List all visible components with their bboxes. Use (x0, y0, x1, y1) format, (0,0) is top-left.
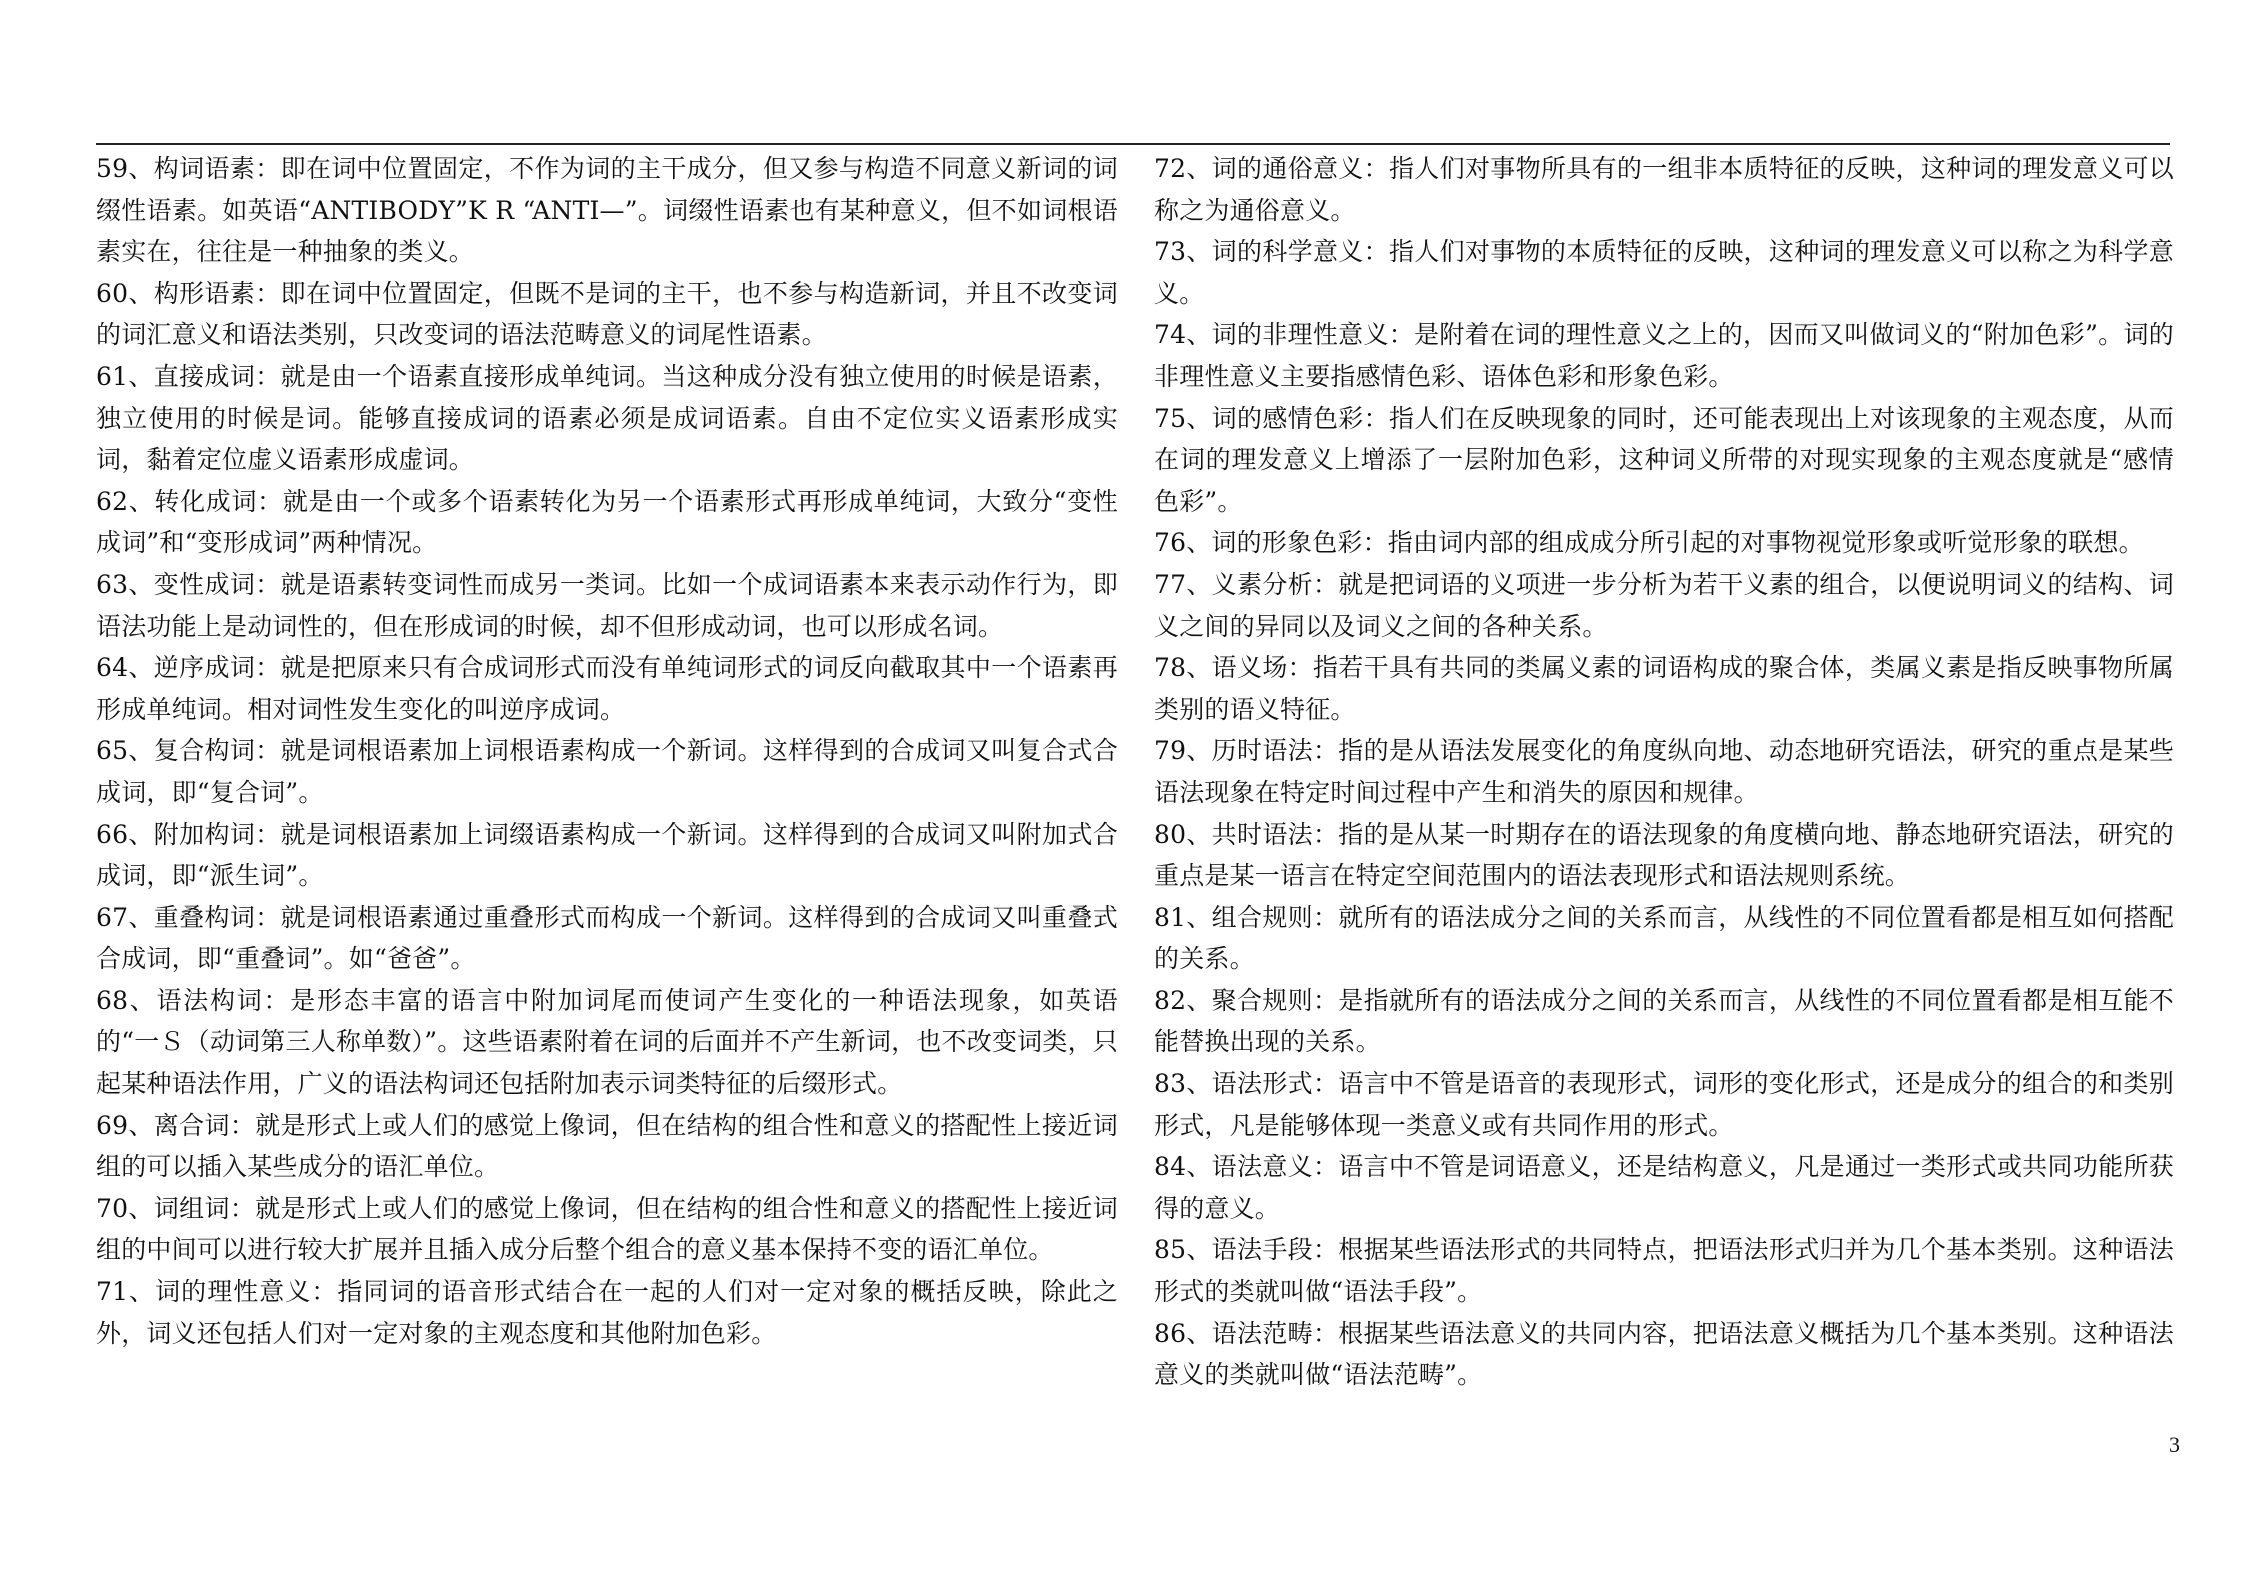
definition-entry-83: 83、语法形式：语言中不管是语音的表现形式，词形的变化形式，还是成分的组合的和类别形式，凡是能够体现一类意义或有共同作用的形式。 (1154, 1069, 2174, 1140)
definition-entry-86: 86、语法范畴：根据某些语法意义的共同内容，把语法意义概括为几个基本类别。这种语法意义的类就叫做“语法范畴”。 (1154, 1318, 2174, 1390)
definition-entry-67: 67、重叠构词：就是词根语素通过重叠形式而构成一个新词。这样得到的合成词又叫重叠式合成词，即“重叠词”。如“爸爸”。 (96, 902, 1118, 974)
definition-entry-66: 66、附加构词：就是词根语素加上词缀语素构成一个新词。这样得到的合成词又叫附加式合成词，即“派生词”。 (96, 819, 1118, 891)
definition-entry-80: 80、共时语法：指的是从某一时期存在的语法现象的角度横向地、静态地研究语法，研究的重点是某一语言在特定空间范围内的语法表现形式和语法规则系统。 (1154, 819, 2174, 891)
definition-entry-73: 73、词的科学意义：指人们对事物的本质特征的反映，这种词的理发意义可以称之为科学意义。 (1154, 237, 2174, 308)
definition-entry-68: 68、语法构词：是形态丰富的语言中附加词尾而使词产生变化的一种语法现象，如英语的“一Ｓ（动词第三人称单数）”。这些语素附着在词的后面并不产生新词，也不改变词类，只起某种语法作用，广义的语法构词还包括附加表示词类特征的后缀形式。 (96, 985, 1118, 1099)
definition-entry-71: 71、词的理性意义：指同词的语音形式结合在一起的人们对一定对象的概括反映，除此之外，词义还包括人们对一定对象的主观态度和其他附加色彩。 (96, 1277, 1118, 1348)
definition-entry-65: 65、复合构词：就是词根语素加上词根语素构成一个新词。这样得到的合成词又叫复合式合成词，即“复合词”。 (96, 736, 1118, 807)
definition-entry-59: 59、构词语素：即在词中位置固定，不作为词的主干成分，但又参与构造不同意义新词的词缀性语素。如英语“ANTIBODY”K R “ANTI—”。词缀性语素也有某种意义，但不如词根语素实在，往往是一种抽象的类义。 (96, 154, 1118, 267)
definition-entry-76: 76、词的形象色彩：指由词内部的组成成分所引起的对事物视觉形象或听觉形象的联想。 (1154, 528, 2144, 558)
definition-entry-84: 84、语法意义：语言中不管是词语意义，还是结构意义，凡是通过一类形式或共同功能所获得的意义。 (1154, 1152, 2174, 1223)
definition-entry-64: 64、逆序成词：就是把原来只有合成词形式而没有单纯词形式的词反向截取其中一个语素再形成单纯词。相对词性发生变化的叫逆序成词。 (96, 653, 1118, 724)
right-column (1154, 148, 2174, 1396)
definition-entry-79: 79、历时语法：指的是从语法发展变化的角度纵向地、动态地研究语法，研究的重点是某些语法现象在特定时间过程中产生和消失的原因和规律。 (1154, 736, 2174, 807)
definition-entry-77: 77、义素分析：就是把词语的义项进一步分析为若干义素的组合，以便说明词义的结构、词义之间的异同以及词义之间的各种关系。 (1154, 569, 2174, 641)
definition-entry-82: 82、聚合规则：是指就所有的语法成分之间的关系而言，从线性的不同位置看都是相互能不能替换出现的关系。 (1154, 985, 2174, 1057)
page-number: 3 (2169, 1432, 2180, 1457)
definition-entry-60: 60、构形语素：即在词中位置固定，但既不是词的主干，也不参与构造新词，并且不改变词的词汇意义和语法类别，只改变词的语法范畴意义的词尾性语素。 (96, 278, 1118, 350)
definition-entry-69: 69、离合词：就是形式上或人们的感觉上像词，但在结构的组合性和意义的搭配性上接近词组的可以插入某些成分的语汇单位。 (96, 1110, 1118, 1182)
definition-entry-75: 75、词的感情色彩：指人们在反映现象的同时，还可能表现出上对该现象的主观态度，从而在词的理发意义上增添了一层附加色彩，这种词义所带的对现实现象的主观态度就是“感情色彩”。 (1154, 403, 2174, 516)
definition-entry-72: 72、词的通俗意义：指人们对事物所具有的一组非本质特征的反映，这种词的理发意义可以称之为通俗意义。 (1154, 154, 2174, 225)
definition-entry-85: 85、语法手段：根据某些语法形式的共同特点，把语法形式归并为几个基本类别。这种语法形式的类就叫做“语法手段”。 (1154, 1235, 2174, 1307)
definition-entry-62: 62、转化成词：就是由一个或多个语素转化为另一个语素形式再形成单纯词，大致分“变性成词”和“变形成词”两种情况。 (96, 486, 1118, 558)
definition-entry-63: 63、变性成词：就是语素转变词性而成另一类词。比如一个成词语素本来表示动作行为，即语法功能上是动词性的，但在形成词的时候，却不但形成动词，也可以形成名词。 (96, 569, 1118, 641)
definition-entry-81: 81、组合规则：就所有的语法成分之间的关系而言，从线性的不同位置看都是相互如何搭配的关系。 (1154, 902, 2174, 974)
definition-entry-61: 61、直接成词：就是由一个语素直接形成单纯词。当这种成分没有独立使用的时候是语素，独立使用的时候是词。能够直接成词的语素必须是成词语素。自由不定位实义语素形成实词，黏着定位虚义语素形成虚词。 (96, 361, 1118, 475)
left-column (96, 148, 1118, 1354)
definition-entry-78: 78、语义场：指若干具有共同的类属义素的词语构成的聚合体，类属义素是指反映事物所属类别的语义特征。 (1154, 653, 2174, 724)
definition-entry-74: 74、词的非理性意义：是附着在词的理性意义之上的，因而又叫做词义的“附加色彩”。词的非理性意义主要指感情色彩、语体色彩和形象色彩。 (1154, 320, 2174, 391)
definition-entry-70: 70、词组词：就是形式上或人们的感觉上像词，但在结构的组合性和意义的搭配性上接近词组的中间可以进行较大扩展并且插入成分后整个组合的意义基本保持不变的语汇单位。 (96, 1193, 1118, 1265)
header-rule (96, 143, 2170, 145)
